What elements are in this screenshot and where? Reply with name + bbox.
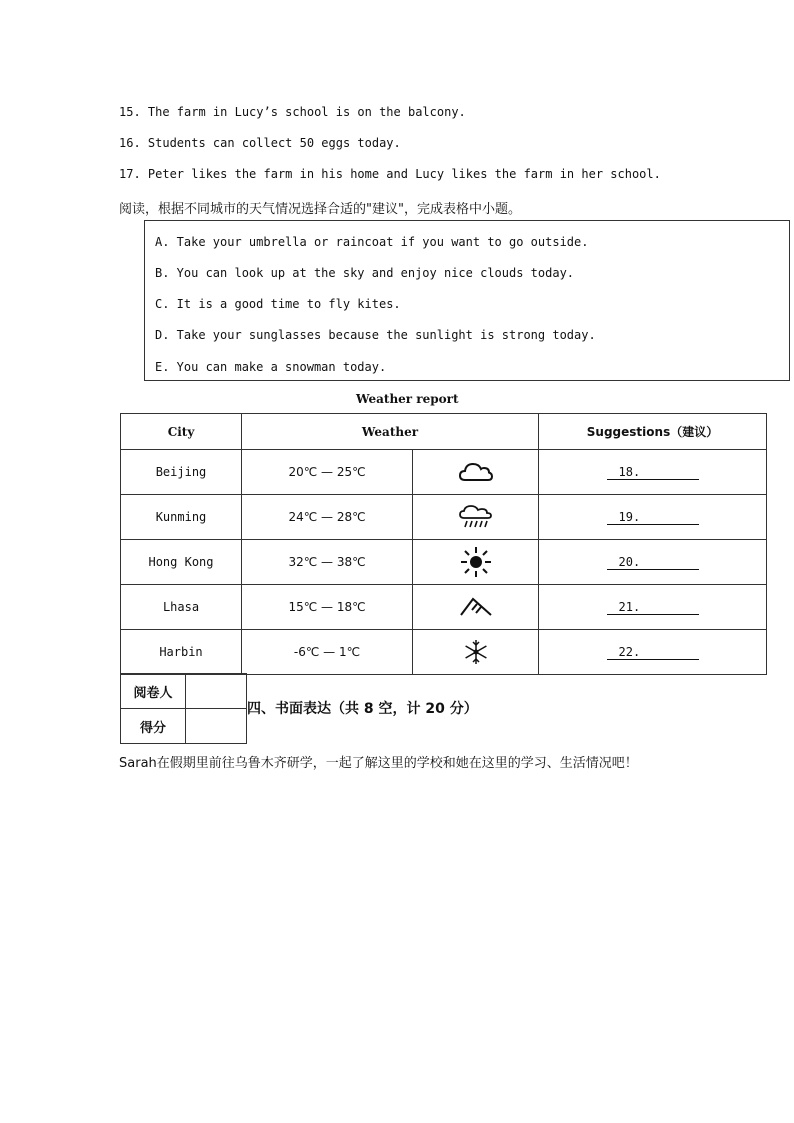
- city-cell: Harbin: [121, 630, 242, 675]
- reading-instruction: 阅读，根据不同城市的天气情况选择合适的"建议"，完成表格中小题。: [119, 202, 521, 217]
- table-row: [121, 630, 767, 675]
- answer-blank[interactable]: 21.: [607, 600, 699, 615]
- answer-blank-cell[interactable]: [539, 450, 767, 495]
- option-a: A. Take your umbrella or raincoat if you want to go outside.: [155, 235, 589, 249]
- score-box: [120, 673, 247, 744]
- temperature-cell: -6℃ — 1℃: [242, 630, 413, 675]
- answer-blank-cell[interactable]: [539, 585, 767, 630]
- option-d: D. Take your sunglasses because the sunlight is strong today.: [155, 328, 596, 342]
- snow-icon: [413, 630, 539, 675]
- answer-blank-cell[interactable]: [539, 495, 767, 540]
- header-city: City: [121, 414, 242, 450]
- temperature-cell: 20℃ — 25℃: [242, 450, 413, 495]
- temperature-cell: 24℃ — 28℃: [242, 495, 413, 540]
- score-field[interactable]: [186, 709, 247, 744]
- answer-blank[interactable]: 20.: [607, 555, 699, 570]
- option-c: C. It is a good time to fly kites.: [155, 297, 401, 311]
- statement-17: 17. Peter likes the farm in his home and Lucy likes the farm in her school.: [119, 167, 661, 181]
- score-label: 得分: [121, 709, 186, 744]
- weather-table: [120, 413, 767, 675]
- wind-icon: [413, 585, 539, 630]
- answer-blank-cell[interactable]: [539, 630, 767, 675]
- option-b: B. You can look up at the sky and enjoy nice clouds today.: [155, 266, 575, 280]
- table-header-row: [121, 414, 767, 450]
- temperature-cell: 32℃ — 38℃: [242, 540, 413, 585]
- reviewer-label: 阅卷人: [121, 674, 186, 709]
- cloud-icon: [413, 450, 539, 495]
- city-cell: Lhasa: [121, 585, 242, 630]
- statement-16: 16. Students can collect 50 eggs today.: [119, 136, 401, 150]
- header-suggestions: Suggestions（建议）: [539, 414, 767, 450]
- statement-15: 15. The farm in Lucy’s school is on the balcony.: [119, 105, 466, 119]
- answer-blank[interactable]: 22.: [607, 645, 699, 660]
- table-row: [121, 450, 767, 495]
- options-box: [144, 220, 790, 381]
- answer-blank[interactable]: 18.: [607, 465, 699, 480]
- table-row: [121, 585, 767, 630]
- reviewer-field[interactable]: [186, 674, 247, 709]
- option-e: E. You can make a snowman today.: [155, 360, 387, 374]
- table-title: Weather report: [356, 392, 459, 406]
- section-title: 四、书面表达（共 8 空，计 20 分）: [247, 701, 478, 717]
- table-row: [121, 540, 767, 585]
- city-cell: Kunming: [121, 495, 242, 540]
- temperature-cell: 15℃ — 18℃: [242, 585, 413, 630]
- rain-icon: [413, 495, 539, 540]
- answer-blank[interactable]: 19.: [607, 510, 699, 525]
- writing-intro: Sarah在假期里前往乌鲁木齐研学，一起了解这里的学校和她在这里的学习、生活情况吧！: [119, 756, 638, 771]
- sun-icon: [413, 540, 539, 585]
- city-cell: Beijing: [121, 450, 242, 495]
- city-cell: Hong Kong: [121, 540, 242, 585]
- answer-blank-cell[interactable]: [539, 540, 767, 585]
- table-row: [121, 495, 767, 540]
- header-weather: Weather: [242, 414, 539, 450]
